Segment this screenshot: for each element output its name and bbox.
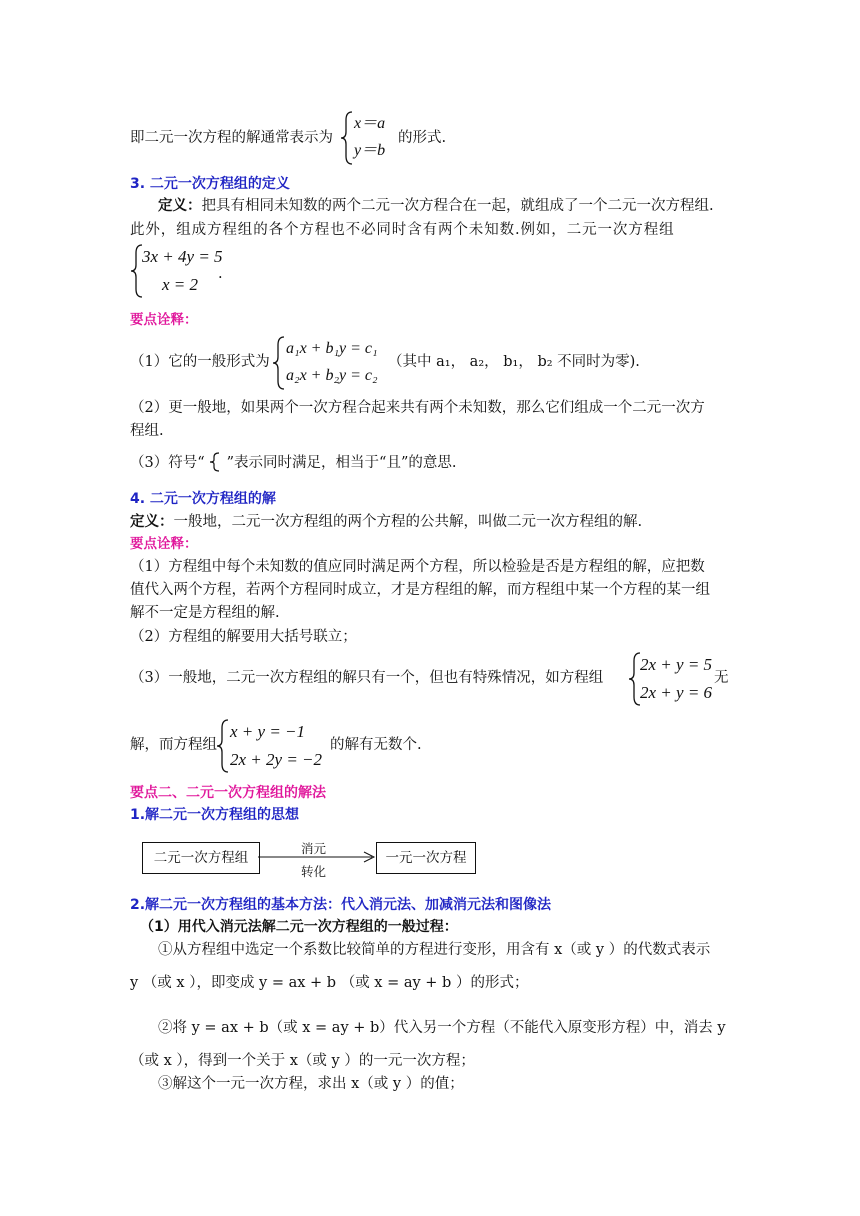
intro-eq2: y＝b xyxy=(354,142,386,159)
def-text: 一般地，二元一次方程组的两个方程的公共解，叫做二元一次方程组的解. xyxy=(173,514,643,530)
left-brace-icon xyxy=(340,110,354,166)
no-solution-eq1: 2x + y = 5 xyxy=(640,655,713,674)
intro-eq1: x＝a xyxy=(354,115,386,132)
example-system xyxy=(130,243,240,299)
part-2-sub1: 1.解二元一次方程组的思想 xyxy=(130,807,300,823)
note-3-suffix: ”表示同时满足，相当于“且”的意思. xyxy=(226,455,457,471)
s4-note-1-line2: 值代入两个方程，若两个方程同时成立，才是方程组的解，而方程组中某一个方程的某一组 xyxy=(130,582,710,598)
part-2-heading: 要点二、二元一次方程组的解法 xyxy=(130,785,326,801)
note-1-prefix: （1）它的一般形式为 xyxy=(130,354,270,370)
note-1-suffix: （其中 a₁， a₂， b₁， b₂ 不同时为零). xyxy=(388,354,640,370)
s4-note-2: （2）方程组的解要用大括号联立； xyxy=(130,629,357,645)
intro-solution-system xyxy=(340,110,400,166)
s4-note-3b-prefix: 解，而方程组 xyxy=(130,737,217,753)
s4-note-3-tail: 无 xyxy=(714,670,729,686)
section-3-def-line1 xyxy=(158,196,714,216)
example-eq2: x = 2 xyxy=(162,275,199,294)
step-1-line1: ①从方程组中选定一个系数比较简单的方程进行变形，用含有 x（或 y ）的代数式表示 xyxy=(158,942,711,958)
section-3-heading: 3. 二元一次方程组的定义 xyxy=(130,176,290,192)
no-solution-system xyxy=(628,651,718,707)
flow-box-right: 一元一次方程 xyxy=(376,842,476,874)
step-3: ③解这个一元一次方程，求出 x（或 y ）的值； xyxy=(158,1076,464,1092)
flow-box-left: 二元一次方程组 xyxy=(142,842,260,874)
flow-label-top: 消元 xyxy=(301,841,327,856)
step-2-line1: ②将 y = ax + b（或 x = ay + b）代入另一个方程（不能代入原变形方程）中，消去 y xyxy=(158,1020,726,1036)
step-1-line2: y （或 x ），即变成 y = ax + b （或 x = ay + b ）的形式； xyxy=(130,975,529,991)
def-text: 把具有相同未知数的两个二元一次方程合在一起，就组成了一个二元一次方程组. xyxy=(201,198,714,214)
no-solution-eq2: 2x + y = 6 xyxy=(640,683,713,702)
general-eq2: a₂x + b₂y = c₂ xyxy=(286,367,378,384)
note-3-prefix: （3）符号“ xyxy=(130,455,205,471)
general-eq1: a₁x + b₁y = c₁ xyxy=(286,340,378,357)
general-form-system xyxy=(272,335,392,391)
infinite-eq1: x + y = −1 xyxy=(230,722,306,741)
infinite-eq2: 2x + 2y = −2 xyxy=(230,750,323,769)
example-tail: . xyxy=(218,266,223,282)
section-3-def-line2: 此外，组成方程组的各个方程也不必同时含有两个未知数.例如，二元一次方程组 xyxy=(130,222,675,238)
intro-prefix: 即二元一次方程的解通常表示为 xyxy=(130,130,333,146)
def-label: 定义： xyxy=(130,513,174,530)
s4-note-3-prefix: （3）一般地，二元一次方程组的解只有一个，但也有特殊情况，如方程组 xyxy=(130,670,604,686)
note-2-line1: （2）更一般地，如果两个一次方程合起来共有两个未知数，那么它们组成一个二元一次方 xyxy=(130,400,705,416)
intro-suffix: 的形式. xyxy=(398,130,447,146)
notes-heading-2: 要点诠释： xyxy=(130,536,198,552)
part-2-sub2: 2.解二元一次方程组的基本方法：代入消元法、加减消元法和图像法 xyxy=(130,897,552,913)
part-2-sub2-1: （1）用代入消元法解二元一次方程组的一般过程： xyxy=(140,919,458,935)
section-4-heading: 4. 二元一次方程组的解 xyxy=(130,491,276,507)
note-3 xyxy=(130,452,457,473)
example-eq1: 3x + 4y = 5 xyxy=(142,247,223,266)
s4-note-1-line1: （1）方程组中每个未知数的值应同时满足两个方程，所以检验是否是方程组的解，应把数 xyxy=(130,559,705,575)
left-brace-icon xyxy=(216,718,230,774)
flow-label-bottom: 转化 xyxy=(301,864,327,879)
s4-note-1-line3: 解不一定是方程组的解. xyxy=(130,605,280,621)
infinite-solution-system xyxy=(216,718,326,774)
step-2-line2: （或 x ），得到一个关于 x（或 y ）的一元一次方程； xyxy=(130,1053,475,1069)
left-brace-icon xyxy=(272,335,286,391)
notes-heading-1: 要点诠释： xyxy=(130,312,198,328)
left-brace-icon xyxy=(205,452,227,472)
section-4-def xyxy=(130,512,642,532)
note-2-line2: 程组. xyxy=(130,423,164,439)
s4-note-3b-suffix: 的解有无数个. xyxy=(330,737,422,753)
def-label: 定义： xyxy=(158,197,202,214)
